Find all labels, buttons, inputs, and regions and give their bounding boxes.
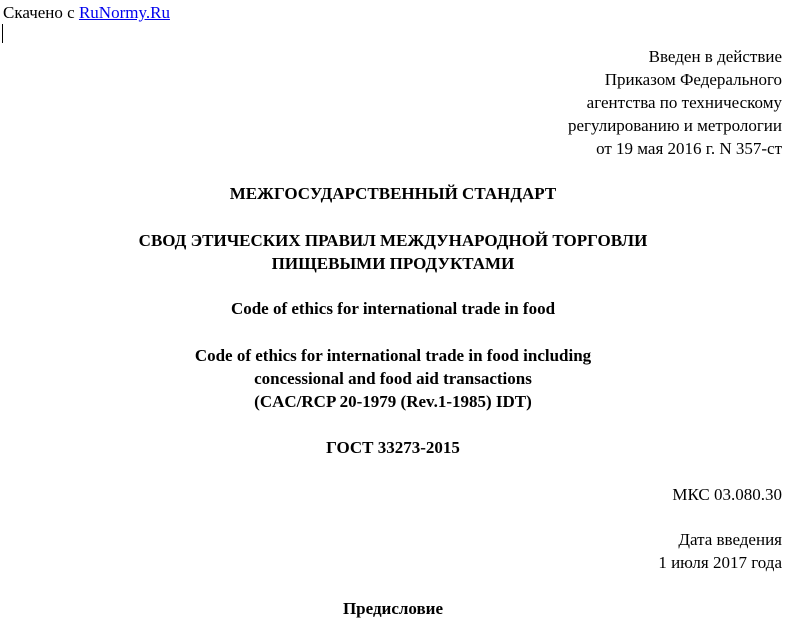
foreword-heading: Предисловие — [342, 599, 444, 618]
enactment-line: Приказом Федерального — [604, 70, 782, 89]
enactment-line: Введен в действие — [648, 47, 782, 66]
text-cursor — [2, 24, 3, 43]
standard-type-heading: МЕЖГОСУДАРСТВЕННЫЙ СТАНДАРТ — [229, 184, 557, 203]
title-en: Code of ethics for international trade in food — [230, 299, 556, 318]
title-ru-line: СВОД ЭТИЧЕСКИХ ПРАВИЛ МЕЖДУНАРОДНОЙ ТОРГОВЛИ — [138, 231, 648, 250]
title-ru-line: ПИЩЕВЫМИ ПРОДУКТАМИ — [271, 254, 515, 273]
source-line — [3, 1, 170, 24]
gost-number: ГОСТ 33273-2015 — [326, 438, 460, 457]
introduction-date-block — [658, 528, 782, 574]
runormy-link[interactable]: RuNormy.Ru — [78, 3, 170, 22]
mks-code: МКС 03.080.30 — [672, 485, 782, 504]
source-document-line: (CAC/RCP 20-1979 (Rev.1-1985) IDT) — [254, 392, 532, 411]
enactment-block — [568, 45, 782, 160]
introduction-date: 1 июля 2017 года — [658, 553, 782, 572]
enactment-line: регулированию и метрологии — [567, 116, 782, 135]
source-prefix: Скачено с — [3, 3, 79, 22]
enactment-line: от 19 мая 2016 г. N 357-ст — [596, 139, 782, 158]
enactment-line: агентства по техническому — [586, 93, 782, 112]
title-ru — [0, 229, 786, 275]
introduction-label: Дата введения — [678, 530, 782, 549]
source-document-line: Code of ethics for international trade in food including — [194, 346, 592, 365]
source-document — [0, 344, 786, 413]
source-document-line: concessional and food aid transactions — [254, 369, 532, 388]
